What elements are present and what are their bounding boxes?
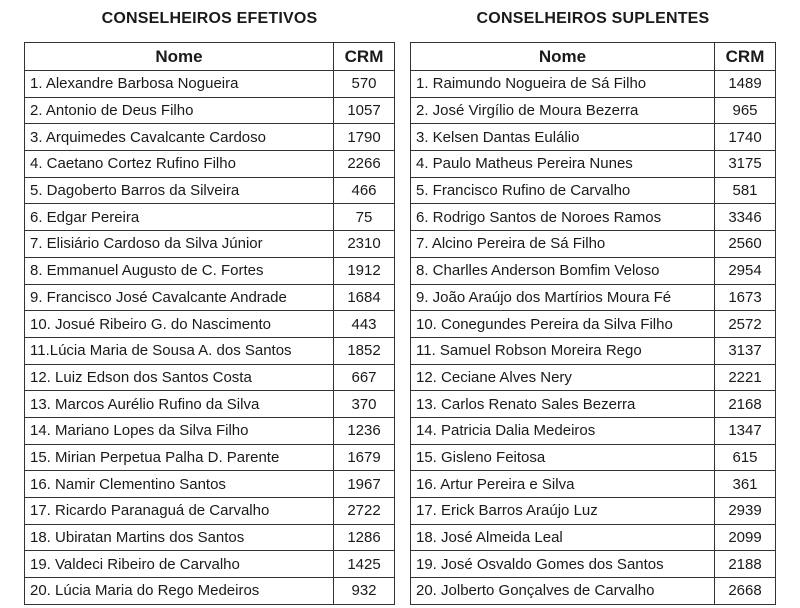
member-crm: 2168 [715,391,776,418]
member-crm: 1740 [715,124,776,151]
table-row [411,471,776,498]
member-name: 13. Carlos Renato Sales Bezerra [411,391,715,418]
table-row [411,284,776,311]
suplentes-header-row [411,43,776,71]
table-row [25,257,395,284]
member-name: 19. Valdeci Ribeiro de Carvalho [25,551,334,578]
member-crm: 1679 [334,444,395,471]
table-row [411,337,776,364]
member-crm: 1286 [334,524,395,551]
member-crm: 443 [334,311,395,338]
member-crm: 1912 [334,257,395,284]
suplentes-title: CONSELHEIROS SUPLENTES [476,10,710,27]
member-crm: 965 [715,97,776,124]
member-crm: 1236 [334,417,395,444]
member-name: 6. Rodrigo Santos de Noroes Ramos [411,204,715,231]
member-name: 12. Luiz Edson dos Santos Costa [25,364,334,391]
member-name: 18. José Almeida Leal [411,524,715,551]
member-crm: 2939 [715,498,776,525]
member-name: 14. Mariano Lopes da Silva Filho [25,417,334,444]
efetivos-table [24,42,395,605]
efetivos-table-body [25,71,395,605]
member-name: 20. Jolberto Gonçalves de Carvalho [411,578,715,605]
member-name: 17. Erick Barros Araújo Luz [411,498,715,525]
table-row [411,124,776,151]
member-name: 1. Alexandre Barbosa Nogueira [25,71,334,98]
member-crm: 75 [334,204,395,231]
member-crm: 2266 [334,151,395,178]
member-name: 15. Mirian Perpetua Palha D. Parente [25,444,334,471]
suplentes-table-body [411,71,776,605]
member-crm: 361 [715,471,776,498]
table-row [411,417,776,444]
table-row [411,204,776,231]
member-crm: 2099 [715,524,776,551]
member-crm: 3137 [715,337,776,364]
member-name: 11.Lúcia Maria de Sousa A. dos Santos [25,337,334,364]
member-crm: 932 [334,578,395,605]
suplentes-header-crm: CRM [715,43,776,71]
table-row [411,151,776,178]
table-row [25,151,395,178]
member-crm: 370 [334,391,395,418]
member-name: 8. Charlles Anderson Bomfim Veloso [411,257,715,284]
table-row [411,524,776,551]
member-name: 16. Namir Clementino Santos [25,471,334,498]
efetivos-header-crm: CRM [334,43,395,71]
table-row [25,524,395,551]
member-crm: 581 [715,177,776,204]
member-name: 2. Antonio de Deus Filho [25,97,334,124]
table-row [25,498,395,525]
member-crm: 615 [715,444,776,471]
table-row [25,391,395,418]
table-row [25,124,395,151]
member-name: 6. Edgar Pereira [25,204,334,231]
efetivos-header-row [25,43,395,71]
member-crm: 2221 [715,364,776,391]
member-crm: 466 [334,177,395,204]
member-crm: 667 [334,364,395,391]
member-name: 16. Artur Pereira e Silva [411,471,715,498]
member-crm: 570 [334,71,395,98]
table-row [25,471,395,498]
member-name: 7. Elisiário Cardoso da Silva Júnior [25,231,334,258]
member-name: 10. Josué Ribeiro G. do Nascimento [25,311,334,338]
member-name: 12. Ceciane Alves Nery [411,364,715,391]
member-crm: 2572 [715,311,776,338]
table-row [411,257,776,284]
table-row [25,231,395,258]
member-name: 14. Patricia Dalia Medeiros [411,417,715,444]
table-row [25,337,395,364]
member-crm: 1852 [334,337,395,364]
member-crm: 1057 [334,97,395,124]
table-row [411,551,776,578]
table-row [25,578,395,605]
member-crm: 2310 [334,231,395,258]
member-name: 3. Kelsen Dantas Eulálio [411,124,715,151]
member-crm: 1489 [715,71,776,98]
suplentes-table [410,42,776,605]
member-name: 2. José Virgílio de Moura Bezerra [411,97,715,124]
member-crm: 3175 [715,151,776,178]
table-row [411,444,776,471]
table-row [25,364,395,391]
member-name: 15. Gisleno Feitosa [411,444,715,471]
member-name: 1. Raimundo Nogueira de Sá Filho [411,71,715,98]
table-row [411,578,776,605]
suplentes-header-name: Nome [411,43,715,71]
member-name: 8. Emmanuel Augusto de C. Fortes [25,257,334,284]
table-row [411,364,776,391]
member-name: 5. Francisco Rufino de Carvalho [411,177,715,204]
table-row [411,311,776,338]
member-crm: 2188 [715,551,776,578]
member-crm: 3346 [715,204,776,231]
table-row [25,284,395,311]
member-name: 10. Conegundes Pereira da Silva Filho [411,311,715,338]
member-name: 4. Caetano Cortez Rufino Filho [25,151,334,178]
member-name: 19. José Osvaldo Gomes dos Santos [411,551,715,578]
member-name: 20. Lúcia Maria do Rego Medeiros [25,578,334,605]
member-name: 11. Samuel Robson Moreira Rego [411,337,715,364]
member-crm: 2560 [715,231,776,258]
table-row [25,97,395,124]
member-name: 3. Arquimedes Cavalcante Cardoso [25,124,334,151]
efetivos-header-name: Nome [25,43,334,71]
table-row [25,204,395,231]
member-crm: 1967 [334,471,395,498]
table-row [411,391,776,418]
table-row [25,551,395,578]
member-name: 9. João Araújo dos Martírios Moura Fé [411,284,715,311]
table-row [411,231,776,258]
member-crm: 1790 [334,124,395,151]
table-row [411,177,776,204]
table-row [411,498,776,525]
efetivos-title: CONSELHEIROS EFETIVOS [101,10,318,27]
member-name: 4. Paulo Matheus Pereira Nunes [411,151,715,178]
table-row [411,97,776,124]
member-crm: 1347 [715,417,776,444]
table-row [25,71,395,98]
member-crm: 1684 [334,284,395,311]
table-row [25,311,395,338]
member-crm: 1673 [715,284,776,311]
member-name: 9. Francisco José Cavalcante Andrade [25,284,334,311]
member-name: 13. Marcos Aurélio Rufino da Silva [25,391,334,418]
member-crm: 2954 [715,257,776,284]
member-name: 5. Dagoberto Barros da Silveira [25,177,334,204]
member-crm: 2668 [715,578,776,605]
member-crm: 1425 [334,551,395,578]
table-row [411,71,776,98]
member-name: 18. Ubiratan Martins dos Santos [25,524,334,551]
table-row [25,444,395,471]
member-crm: 2722 [334,498,395,525]
table-row [25,177,395,204]
member-name: 17. Ricardo Paranaguá de Carvalho [25,498,334,525]
member-name: 7. Alcino Pereira de Sá Filho [411,231,715,258]
table-row [25,417,395,444]
